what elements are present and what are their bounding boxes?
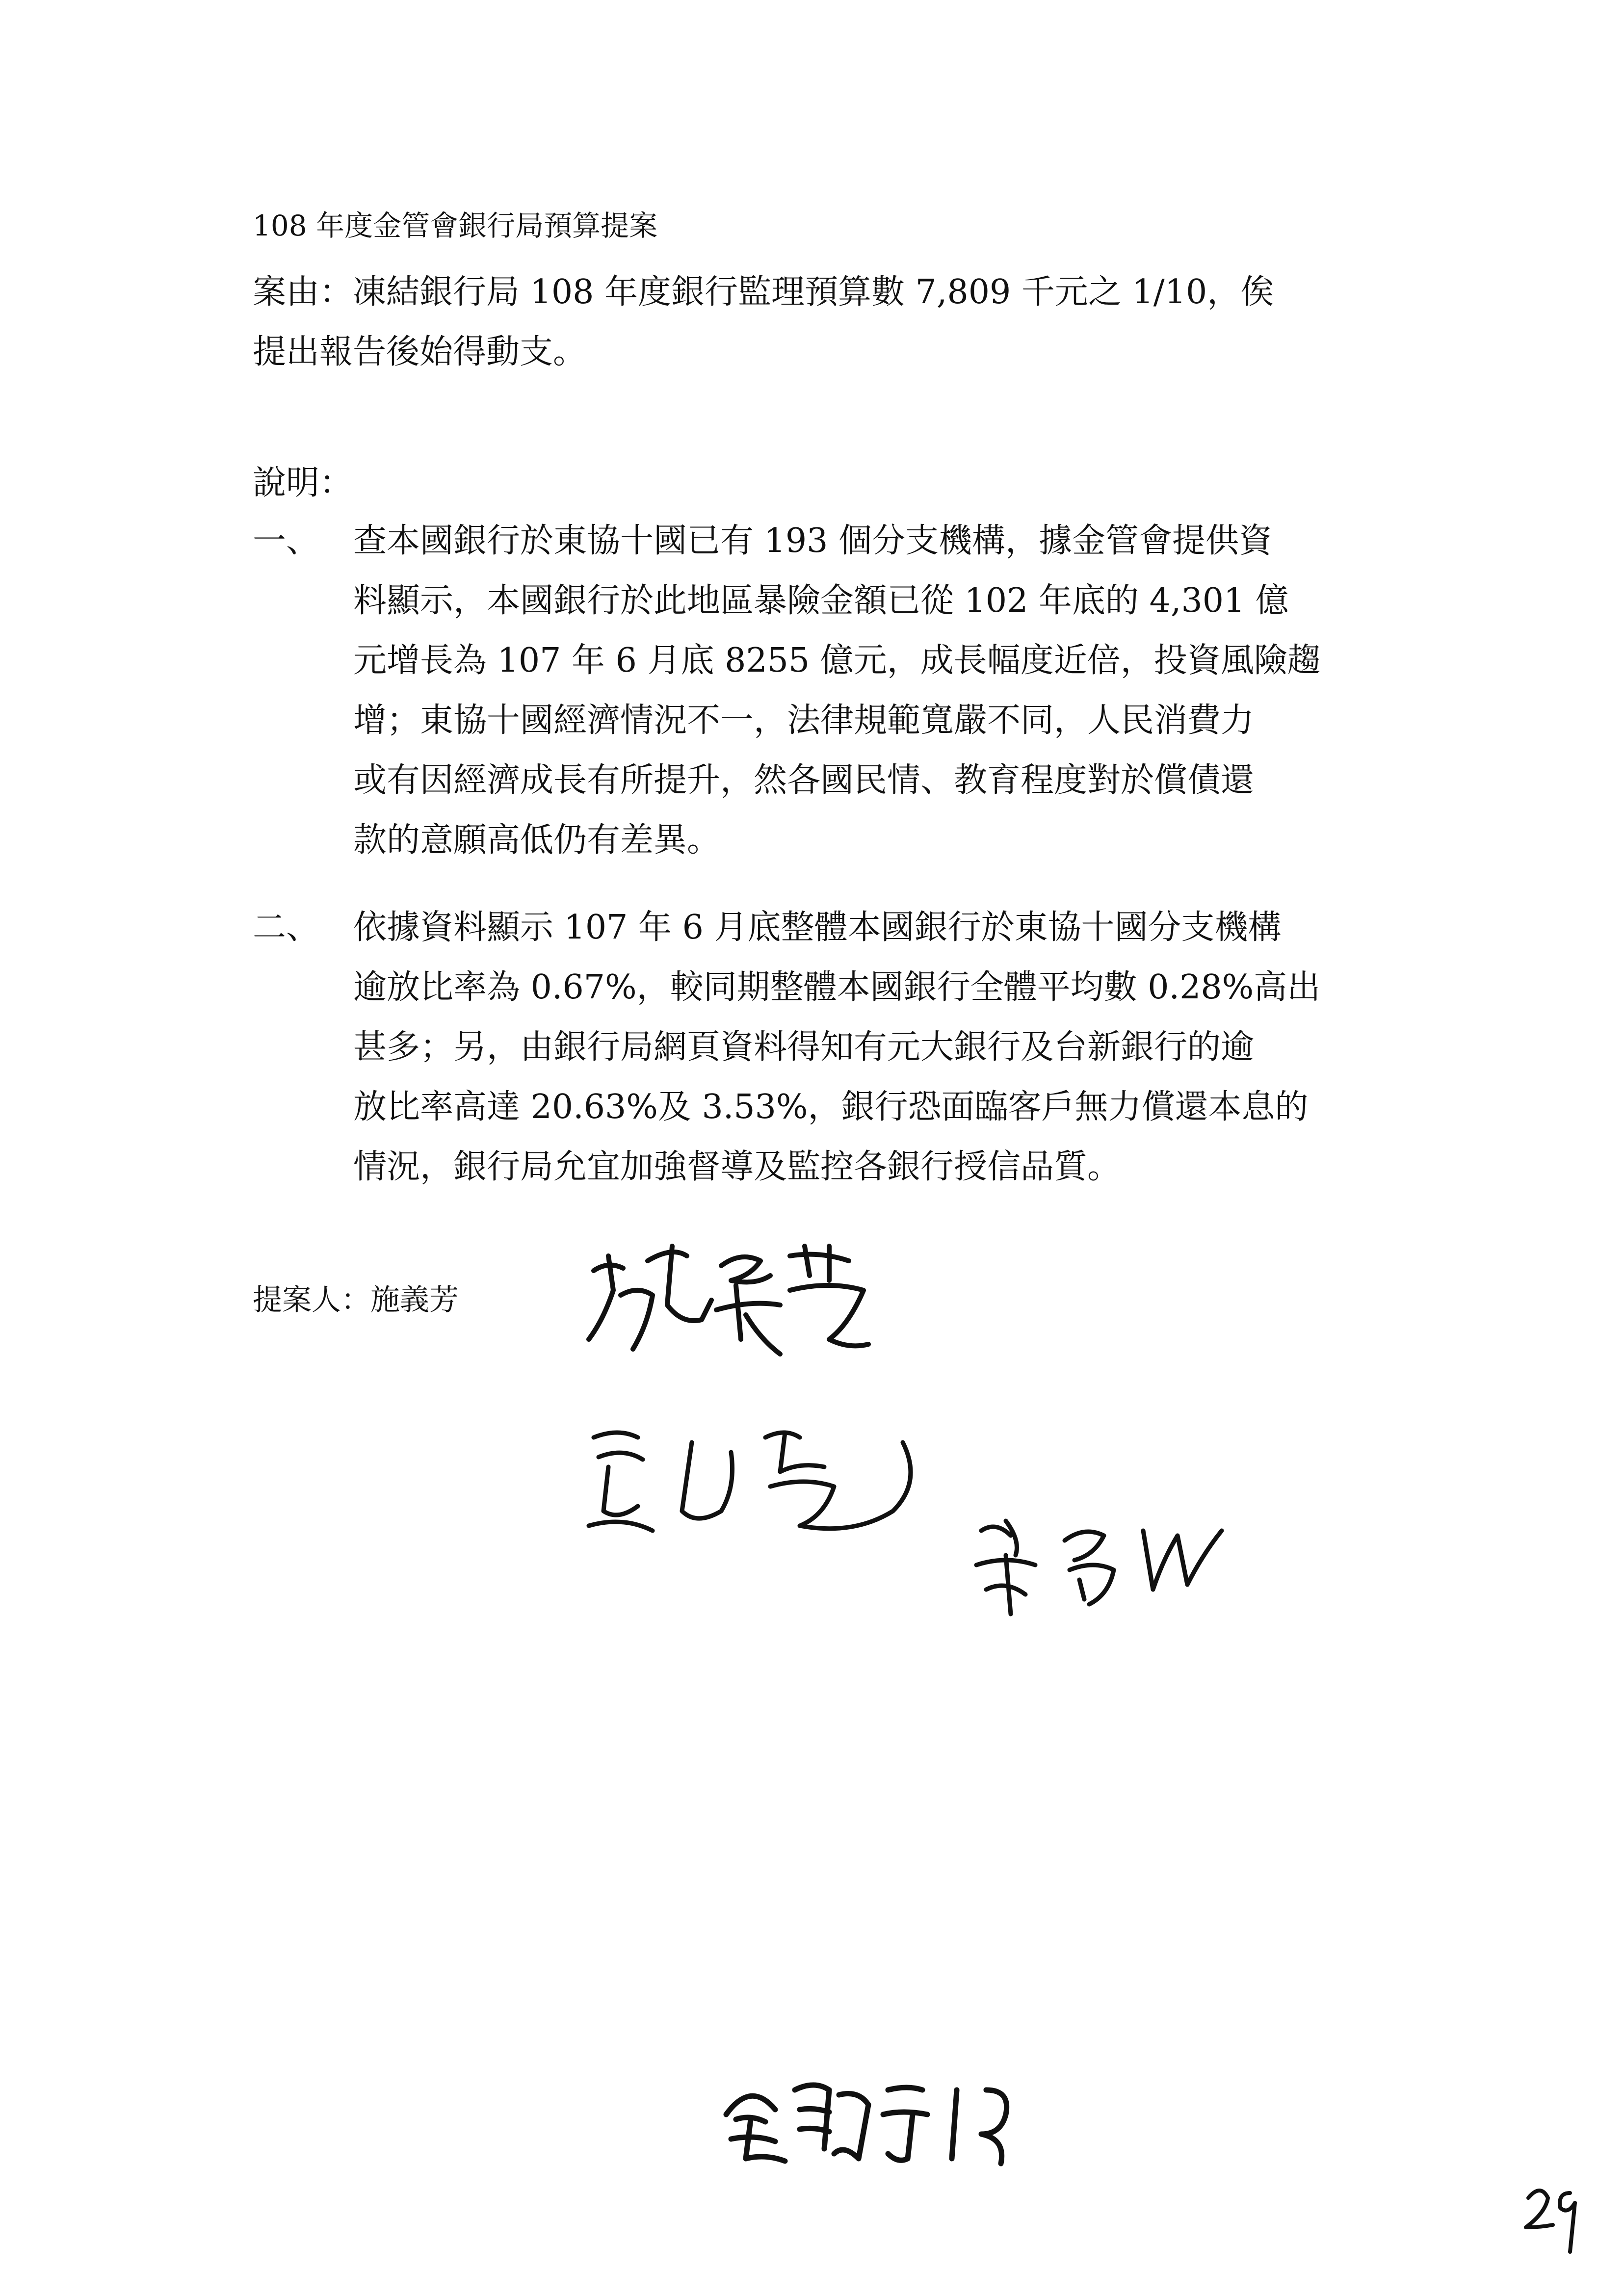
item-line: 料顯示，本國銀行於此地區暴險金額已從 102 年底的 4,301 億 — [353, 581, 1289, 620]
item-number: 一、 — [253, 522, 320, 560]
item-line: 依據資料顯示 107 年 6 月底整體本國銀行於東協十國分支機構 — [353, 908, 1282, 947]
item-line: 或有因經濟成長有所提升，然各國民情、教育程度對於償債還 — [353, 761, 1255, 800]
signature-cosigner-2 — [967, 1501, 1241, 1629]
item-text — [353, 511, 1393, 870]
document-heading: 108 年度金管會銀行局預算提案 — [253, 209, 658, 242]
signature-proposer — [574, 1226, 888, 1374]
handwritten-stamp — [711, 2061, 1025, 2168]
item-line: 增；東協十國經濟情況不一，法律規範寬嚴不同，人民消費力 — [353, 701, 1255, 740]
explanation-title: 說明： — [253, 464, 353, 502]
reason-line: 案由：凍結銀行局 108 年度銀行監理預算數 7,809 千元之 1/10，俟 — [253, 273, 1274, 312]
reason-line: 提出報告後始得動支。 — [253, 333, 587, 371]
item-line: 款的意願高低仍有差異。 — [353, 821, 721, 860]
signature-cosigner-1 — [579, 1413, 952, 1550]
page-number — [1521, 2173, 1585, 2257]
item-line: 甚多；另，由銀行局網頁資料得知有元大銀行及台新銀行的逾 — [353, 1028, 1255, 1067]
item-line: 查本國銀行於東協十國已有 193 個分支機構，據金管會提供資 — [353, 522, 1273, 560]
item-line: 情況，銀行局允宜加強督導及監控各銀行授信品質。 — [353, 1148, 1121, 1186]
proposer-label: 提案人：施義芳 — [253, 1283, 459, 1317]
item-line: 逾放比率為 0.67%，較同期整體本國銀行全體平均數 0.28%高出 — [353, 968, 1321, 1007]
item-text — [353, 898, 1393, 1197]
proposal-reason — [253, 262, 1396, 382]
item-line: 放比率高達 20.63%及 3.53%，銀行恐面臨客戶無力償還本息的 — [353, 1088, 1309, 1126]
item-line: 元增長為 107 年 6 月底 8255 億元，成長幅度近倍，投資風險趨 — [353, 641, 1321, 680]
item-number: 二、 — [253, 908, 320, 947]
